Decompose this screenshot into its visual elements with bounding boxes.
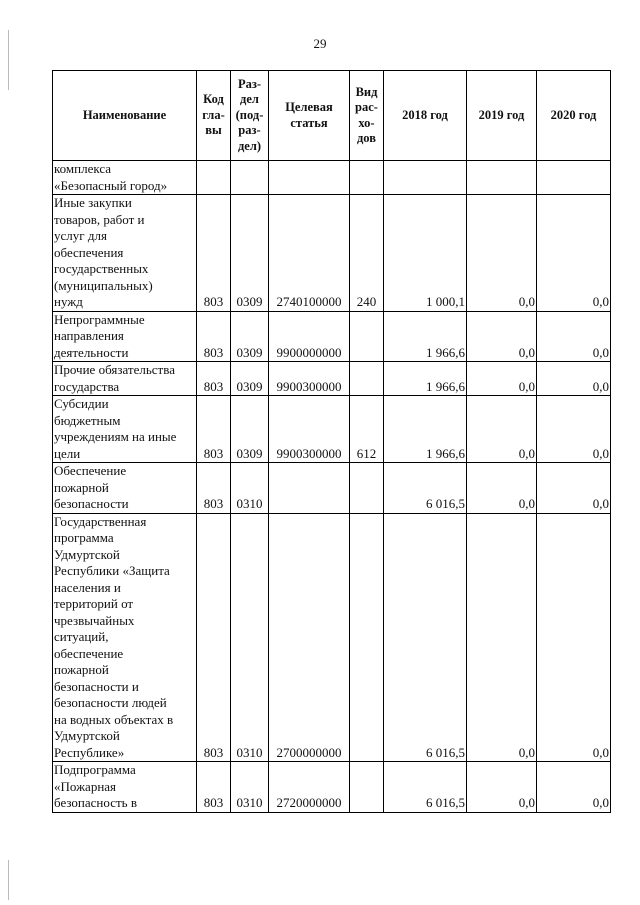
value-2019: 0,0: [467, 311, 537, 362]
value-2019: [467, 161, 537, 195]
expense-type: [350, 762, 384, 813]
value-2018: 6 016,5: [384, 762, 467, 813]
target-article: 9900000000: [269, 311, 350, 362]
target-article: [269, 463, 350, 514]
header-year-2019: 2019 год: [467, 71, 537, 161]
chapter-code: 803: [197, 195, 231, 312]
value-2018: 1 966,6: [384, 362, 467, 396]
row-name: Субсидии бюджетным учреждениям на иные цели: [53, 396, 197, 463]
header-target-article: Целевая статья: [269, 71, 350, 161]
chapter-code: 803: [197, 362, 231, 396]
expense-type: [350, 362, 384, 396]
expense-type: [350, 311, 384, 362]
row-name: Обеспечение пожарной безопасности: [53, 463, 197, 514]
table-row: [53, 396, 611, 463]
value-2020: 0,0: [537, 195, 611, 312]
value-2020: 0,0: [537, 362, 611, 396]
row-name: Иные закупки товаров, работ и услуг для обеспечения государственных (муниципальных) нужд: [53, 195, 197, 312]
section-code: 0309: [231, 396, 269, 463]
section-code: 0310: [231, 762, 269, 813]
expense-type: 240: [350, 195, 384, 312]
scan-edge-mark: [8, 860, 9, 900]
target-article: 2740100000: [269, 195, 350, 312]
table-row: [53, 195, 611, 312]
table-row: [53, 362, 611, 396]
value-2018: 6 016,5: [384, 463, 467, 514]
value-2020: 0,0: [537, 513, 611, 762]
row-name: комплекса «Безопасный город»: [53, 161, 197, 195]
value-2020: 0,0: [537, 396, 611, 463]
table-row: [53, 762, 611, 813]
expense-type: [350, 161, 384, 195]
value-2019: 0,0: [467, 762, 537, 813]
header-year-2020: 2020 год: [537, 71, 611, 161]
value-2018: 1 966,6: [384, 311, 467, 362]
row-name: Непрограммные направления деятельности: [53, 311, 197, 362]
target-article: 2700000000: [269, 513, 350, 762]
chapter-code: [197, 161, 231, 195]
section-code: 0309: [231, 311, 269, 362]
header-name: Наименование: [53, 71, 197, 161]
chapter-code: 803: [197, 311, 231, 362]
row-name: Подпрограмма «Пожарная безопасность в: [53, 762, 197, 813]
value-2018: 1 000,1: [384, 195, 467, 312]
value-2018: 1 966,6: [384, 396, 467, 463]
table-row: [53, 463, 611, 514]
expense-type: [350, 513, 384, 762]
table-row: [53, 161, 611, 195]
section-code: 0309: [231, 195, 269, 312]
value-2019: 0,0: [467, 195, 537, 312]
expense-type: 612: [350, 396, 384, 463]
header-expense-type: Вид рас- хо- дов: [350, 71, 384, 161]
chapter-code: 803: [197, 396, 231, 463]
table-row: [53, 311, 611, 362]
chapter-code: 803: [197, 513, 231, 762]
budget-table: [52, 70, 611, 813]
value-2020: 0,0: [537, 463, 611, 514]
section-code: 0310: [231, 463, 269, 514]
target-article: 9900300000: [269, 362, 350, 396]
value-2019: 0,0: [467, 463, 537, 514]
section-code: [231, 161, 269, 195]
value-2020: 0,0: [537, 762, 611, 813]
row-name: Прочие обязательства государства: [53, 362, 197, 396]
section-code: 0310: [231, 513, 269, 762]
target-article: 2720000000: [269, 762, 350, 813]
value-2020: [537, 161, 611, 195]
target-article: [269, 161, 350, 195]
header-year-2018: 2018 год: [384, 71, 467, 161]
header-section: Раз- дел (под- раз- дел): [231, 71, 269, 161]
value-2020: 0,0: [537, 311, 611, 362]
chapter-code: 803: [197, 463, 231, 514]
expense-type: [350, 463, 384, 514]
table-header-row: [53, 71, 611, 161]
value-2018: 6 016,5: [384, 513, 467, 762]
row-name: Государственная программа Удмуртской Республики «Защита населения и территорий от чрезвычайных ситуаций, обеспечение пожарной безопасности и безопасности людей на водных объектах в Удмуртской Республике»: [53, 513, 197, 762]
header-chapter-code: Код гла- вы: [197, 71, 231, 161]
value-2019: 0,0: [467, 362, 537, 396]
page-number: 29: [313, 36, 327, 51]
value-2019: 0,0: [467, 396, 537, 463]
target-article: 9900300000: [269, 396, 350, 463]
chapter-code: 803: [197, 762, 231, 813]
scan-edge-mark: [8, 30, 9, 90]
section-code: 0309: [231, 362, 269, 396]
table-row: [53, 513, 611, 762]
value-2018: [384, 161, 467, 195]
value-2019: 0,0: [467, 513, 537, 762]
